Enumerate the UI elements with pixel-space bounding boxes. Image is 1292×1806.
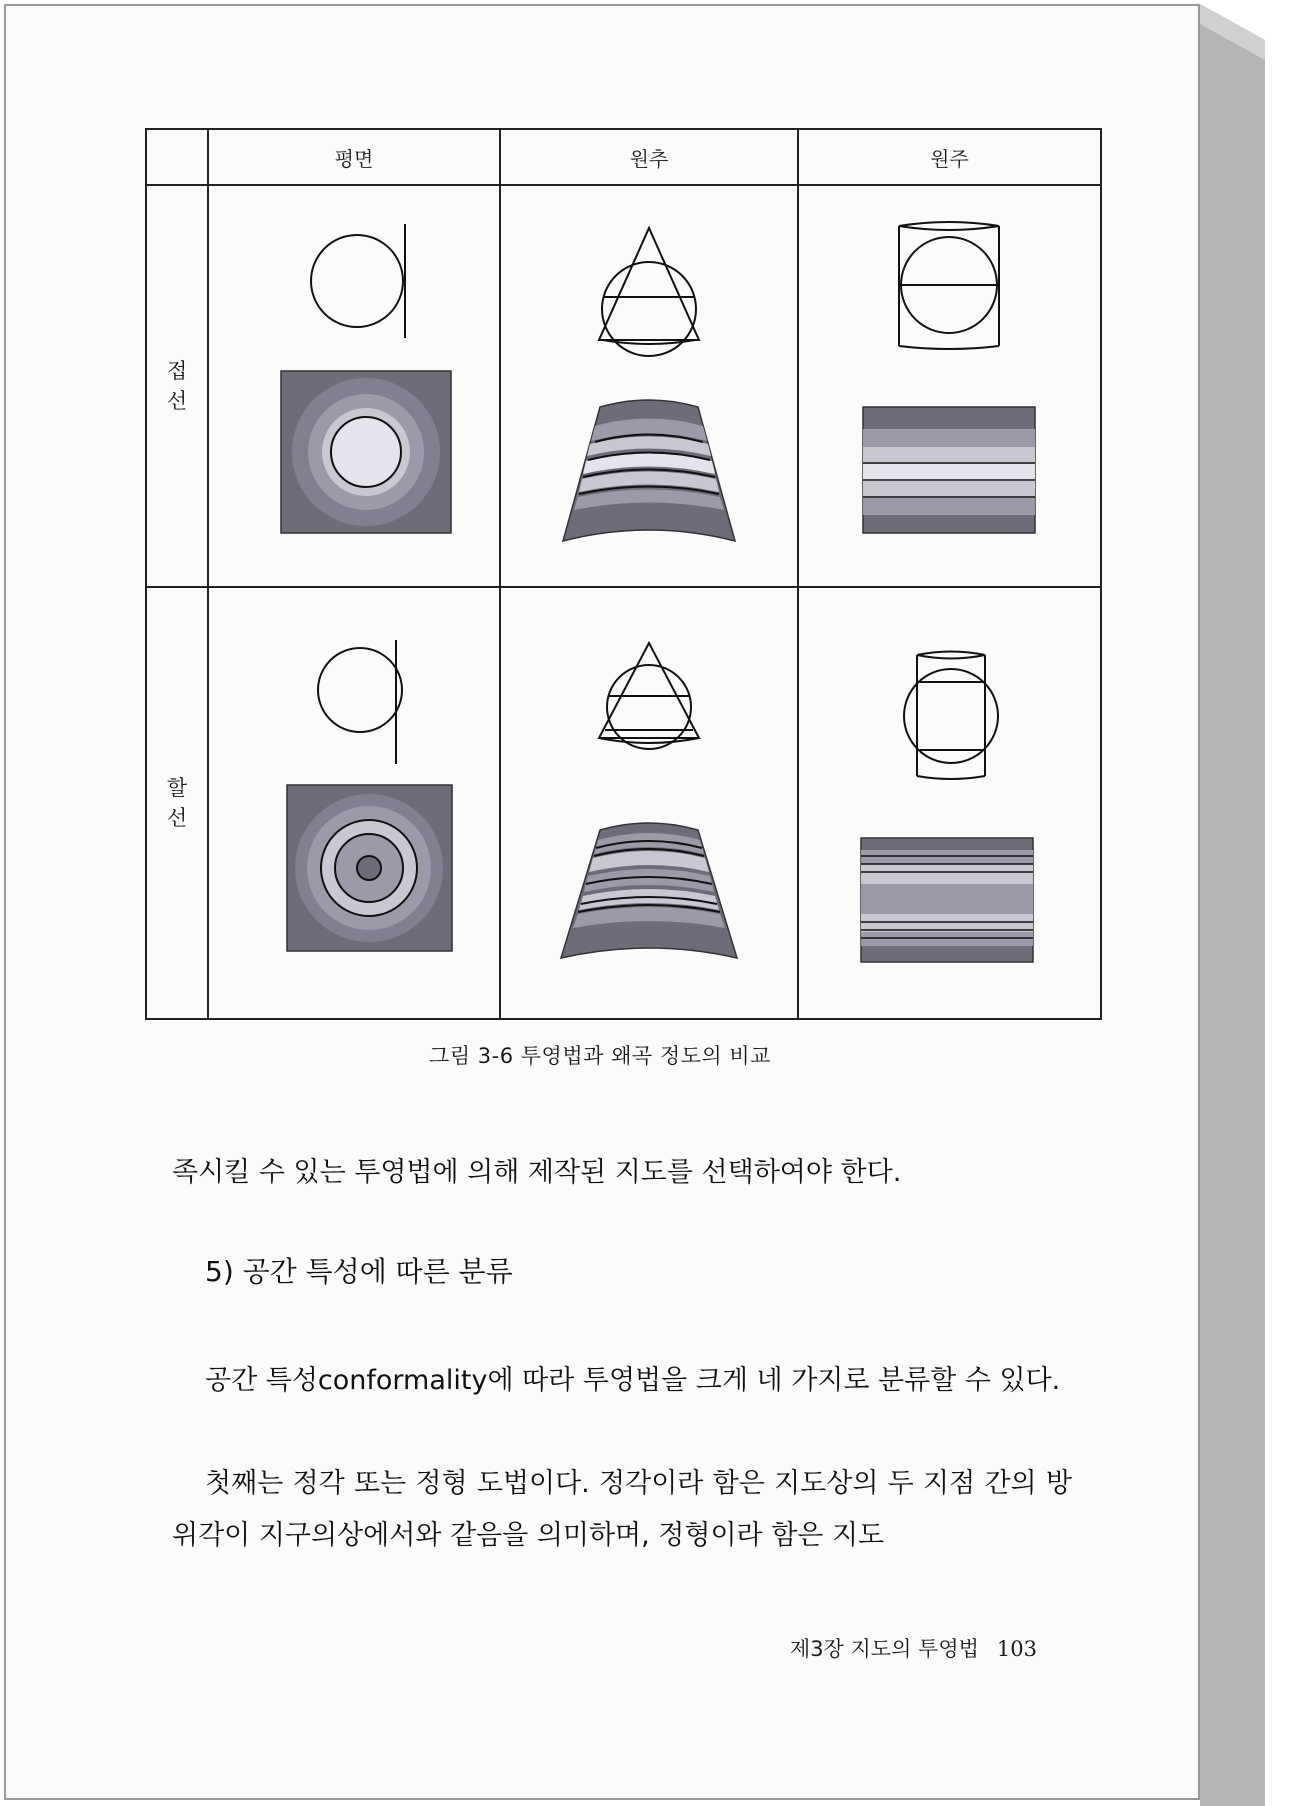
column-header-plane: 평면 xyxy=(208,129,500,185)
cell-cone-secant xyxy=(500,587,798,1019)
cylinder-tangent-diagram xyxy=(799,186,1102,586)
section-heading: 5) 공간 특성에 따른 분류 xyxy=(205,1255,513,1288)
column-header-cylinder: 원주 xyxy=(798,129,1101,185)
continuation-line: 족시킬 수 있는 투영법에 의해 제작된 지도를 선택하여야 한다. xyxy=(172,1157,902,1188)
page-footer xyxy=(790,1633,1037,1663)
paragraph-2: 첫째는 정각 또는 정형 도법이다. 정각이라 함은 지도상의 두 지점 간의 방위각이 지구의상에서와 같음을 의미하며, 정형이라 함은 지도 xyxy=(172,1468,1072,1551)
cylinder-secant-diagram xyxy=(799,588,1102,1018)
paragraph-1: 공간 특성conformality에 따라 투영법을 크게 네 가지로 분류할 수 있다. xyxy=(205,1365,1061,1396)
cell-cylinder-secant xyxy=(798,587,1101,1019)
cell-cone-tangent xyxy=(500,185,798,587)
cone-tangent-diagram xyxy=(501,186,799,586)
projection-comparison-figure xyxy=(145,128,1102,1020)
corner-cell xyxy=(146,129,208,185)
figure-caption: 그림 3-6 투영법과 왜곡 정도의 비교 xyxy=(429,1044,771,1068)
cell-cylinder-tangent xyxy=(798,185,1101,587)
plane-tangent-diagram xyxy=(209,186,501,586)
cell-plane-tangent xyxy=(208,185,500,587)
column-header-cone: 원추 xyxy=(500,129,798,185)
cell-plane-secant xyxy=(208,587,500,1019)
row-label-secant: 할 선 xyxy=(146,587,208,1019)
chapter-title: 제3장 지도의 투영법 xyxy=(789,1637,979,1661)
page-number: 103 xyxy=(996,1637,1037,1661)
cone-secant-diagram xyxy=(501,588,799,1018)
plane-secant-diagram xyxy=(209,588,501,1018)
row-label-tangent: 접 선 xyxy=(146,185,208,587)
